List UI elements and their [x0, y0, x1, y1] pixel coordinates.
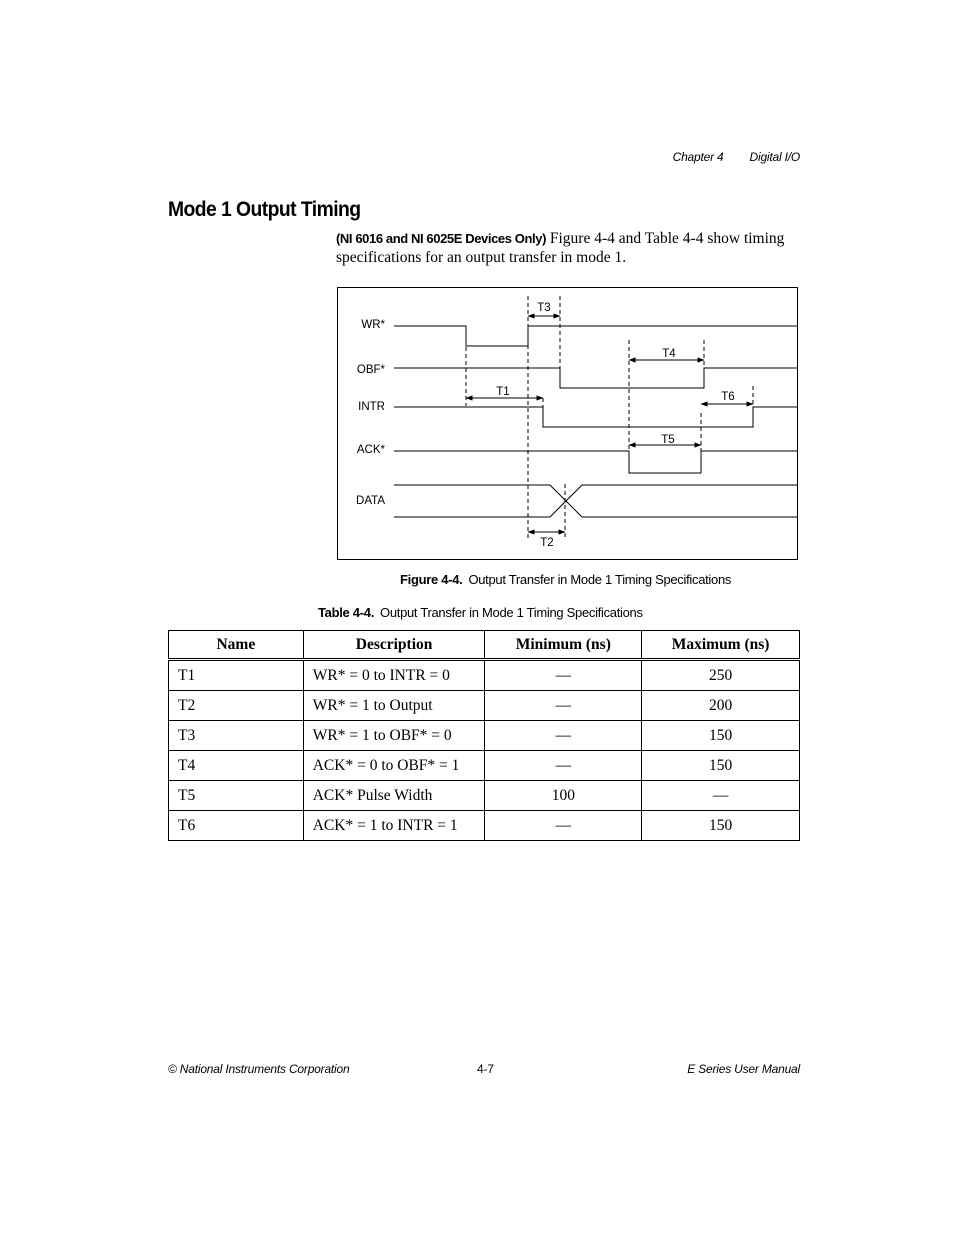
figure-caption-label: Figure 4-4.: [400, 572, 463, 587]
cell-name: T5: [169, 781, 304, 811]
cell-minimum: 100: [485, 781, 642, 811]
timing-diagram-svg: [338, 288, 799, 561]
timing-diagram: [337, 287, 798, 560]
timing-label-t5: T5: [661, 434, 675, 446]
column-header-name: Name: [169, 631, 304, 660]
cell-description: ACK* Pulse Width: [303, 781, 485, 811]
running-header: [673, 150, 800, 164]
chapter-title: Digital I/O: [749, 150, 800, 164]
figure-caption: [400, 572, 731, 587]
timing-label-t2: T2: [540, 537, 554, 549]
timing-spec-table: [168, 630, 800, 841]
table-row: [169, 660, 800, 691]
intr-waveform: [394, 407, 797, 427]
cell-maximum: 150: [642, 751, 800, 781]
cell-minimum: —: [485, 691, 642, 721]
cell-description: WR* = 1 to OBF* = 0: [303, 721, 485, 751]
signal-label-intr: INTR: [358, 401, 385, 413]
table-row: [169, 811, 800, 841]
cell-description: ACK* = 1 to INTR = 1: [303, 811, 485, 841]
signal-label-wr: WR*: [361, 319, 385, 331]
signal-label-ack: ACK*: [356, 444, 385, 456]
wr-waveform: [394, 326, 797, 346]
page-number: 4-7: [477, 1062, 494, 1076]
cell-name: T6: [169, 811, 304, 841]
guide-lines: [466, 296, 753, 538]
cell-name: T2: [169, 691, 304, 721]
cell-description: WR* = 1 to Output: [303, 691, 485, 721]
section-title: Mode 1 Output Timing: [168, 198, 361, 221]
cell-minimum: —: [485, 721, 642, 751]
intro-lead: (NI 6016 and NI 6025E Devices Only): [336, 231, 546, 246]
ack-waveform: [394, 451, 797, 473]
table-caption-label: Table 4-4.: [318, 605, 375, 620]
table-caption-text: Output Transfer in Mode 1 Timing Specifications: [380, 605, 643, 620]
footer-copyright: © National Instruments Corporation: [168, 1062, 350, 1076]
cell-description: WR* = 0 to INTR = 0: [303, 660, 485, 691]
cell-description: ACK* = 0 to OBF* = 1: [303, 751, 485, 781]
cell-minimum: —: [485, 751, 642, 781]
intro-text: Figure 4-4 and Table 4-4 show timing specifications for an output transfer in mode 1.: [336, 230, 785, 266]
timing-label-t6: T6: [721, 391, 735, 403]
cell-maximum: 150: [642, 721, 800, 751]
table-row: [169, 781, 800, 811]
signal-label-obf: OBF*: [356, 364, 385, 376]
cell-name: T1: [169, 660, 304, 691]
cell-maximum: 200: [642, 691, 800, 721]
cell-name: T3: [169, 721, 304, 751]
cell-maximum: —: [642, 781, 800, 811]
chapter-number: Chapter 4: [672, 150, 724, 164]
cell-name: T4: [169, 751, 304, 781]
table-row: [169, 721, 800, 751]
column-header-minimum: Minimum (ns): [485, 631, 642, 660]
obf-waveform: [394, 368, 797, 388]
table-row: [169, 751, 800, 781]
column-header-maximum: Maximum (ns): [642, 631, 800, 660]
cell-minimum: —: [485, 811, 642, 841]
table-row: [169, 691, 800, 721]
intro-paragraph: [336, 229, 806, 267]
cell-minimum: —: [485, 660, 642, 691]
data-bus: [394, 485, 797, 517]
table-header-row: [169, 631, 800, 660]
signal-label-data: DATA: [356, 495, 385, 507]
column-header-description: Description: [303, 631, 485, 660]
table-caption: [318, 605, 643, 620]
timing-label-t3: T3: [537, 302, 551, 314]
timing-label-t1: T1: [496, 386, 510, 398]
timing-label-t4: T4: [662, 348, 676, 360]
footer-manual-title: E Series User Manual: [687, 1062, 800, 1076]
figure-caption-text: Output Transfer in Mode 1 Timing Specifications: [468, 572, 732, 587]
cell-maximum: 250: [642, 660, 800, 691]
cell-maximum: 150: [642, 811, 800, 841]
